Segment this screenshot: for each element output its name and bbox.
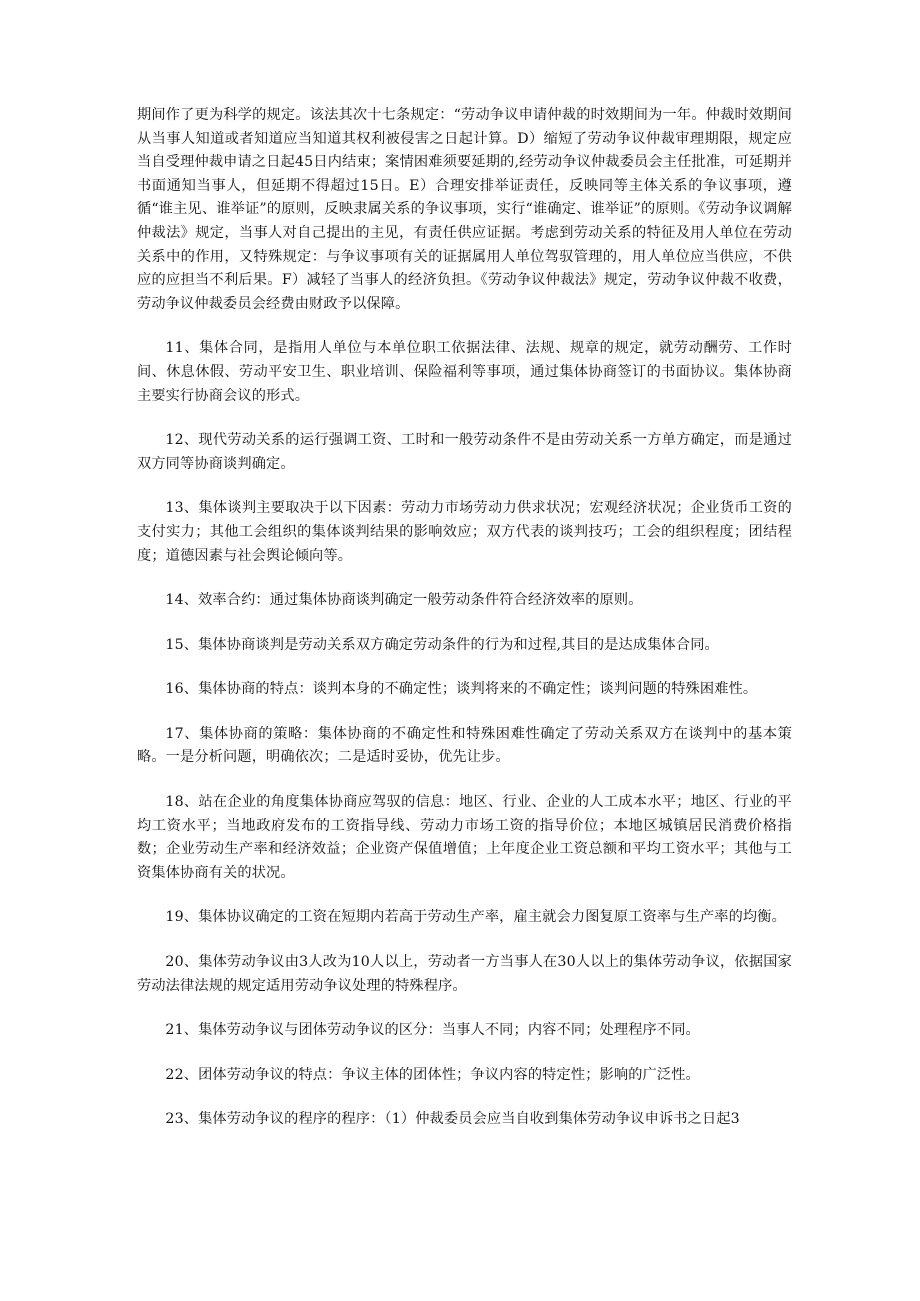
paragraph-item-22: 22、团体劳动争议的特点：争议主体的团体性；争议内容的特定性；影响的广泛性。: [165, 1066, 700, 1083]
paragraph-item-20: 20、集体劳动争议由3人改为10人以上，劳动者一方当事人在30人以上的集体劳动争议，依据国家劳动法律法规的规定适用劳动争议处理的特殊程序。: [137, 954, 792, 994]
paragraph-item-19: 19、集体协议确定的工资在短期内若高于劳动生产率，雇主就会力图复原工资率与生产率的均衡。: [165, 909, 786, 926]
paragraph-item-17: 17、集体协商的策略：集体协商的不确定性和特殊困难性确定了劳动关系双方在谈判中的基本策略。一是分析问题，明确依次；二是适时妥协，优先让步。: [137, 725, 792, 766]
paragraph-item-15: 15、集体协商谈判是劳动关系双方确定劳动条件的行为和过程,其目的是达成集体合同。: [165, 636, 719, 653]
paragraph-item-11: 11、集体合同，是指用人单位与本单位职工依据法律、法规、规章的规定，就劳动酬劳、工作时间、休息休假、劳动平安卫生、职业培训、保险福利等事项，通过集体协商签订的书面协议。集体协商主要实行协商会议的形式。: [137, 340, 792, 404]
paragraph-item-14: 14、效率合约：通过集体协商谈判确定一般劳动条件符合经济效率的原则。: [165, 592, 643, 609]
paragraph-item-16: 16、集体协商的特点：谈判本身的不确定性；谈判将来的不确定性；谈判问题的特殊困难性。: [165, 681, 758, 698]
paragraph-continuation: 期间作了更为科学的规定。该法其次十七条规定：“劳动争议申请仲裁的时效期间为一年。仲裁时效期间从当事人知道或者知道应当知道其权利被侵害之日起计算。D）缩短了劳动争议仲裁审理期限，规定应当自受理仲裁申请之日起45日内结束；案情困难须要延期的,经劳动争议仲裁委员会主任批准，可延期并书面通知当事人，但延期不得超过15日。E）合理安排举证责任，反映同等主体关系的争议事项，遵循“谁主见、谁举证”的原则，反映隶属关系的争议事项，实行“谁确定、谁举证”的原则。《劳动争议调解仲裁法》规定，当事人对自己提出的主见，有责任供应证据。考虑到劳动关系的特征及用人单位在劳动关系中的作用，又特殊规定：与争议事项有关的证据属用人单位驾驭管理的，用人单位应当供应，不供应的应担当不利后果。F）减轻了当事人的经济负担。《劳动争议仲裁法》规定，劳动争议仲裁不收费，劳动争议仲裁委员会经费由财政予以保障。: [137, 107, 792, 312]
paragraph-item-21: 21、集体劳动争议与团体劳动争议的区分：当事人不同；内容不同；处理程序不同。: [165, 1022, 700, 1039]
paragraph-item-23: 23、集体劳动争议的程序的程序：（1）仲裁委员会应当自收到集体劳动争议申诉书之日起3: [165, 1111, 740, 1128]
paragraph-item-18: 18、站在企业的角度集体协商应驾驭的信息：地区、行业、企业的人工成本水平；地区、行业的平均工资水平；当地政府发布的工资指导线、劳动力市场工资的指导价位；本地区城镇居民消费价格指数；企业劳动生产率和经济效益；企业资产保值增值；上年度企业工资总额和平均工资水平；其他与工资集体协商有关的状况。: [137, 794, 792, 881]
paragraph-item-12: 12、现代劳动关系的运行强调工资、工时和一般劳动条件不是由劳动关系一方单方确定，而是通过双方同等协商谈判确定。: [137, 432, 792, 472]
document-page: [137, 104, 792, 1132]
paragraph-item-13: 13、集体谈判主要取决于以下因素：劳动力市场劳动力供求状况；宏观经济状况；企业货币工资的支付实力；其他工会组织的集体谈判结果的影响效应；双方代表的谈判技巧；工会的组织程度；团结程度；道德因素与社会舆论倾向等。: [137, 500, 792, 564]
